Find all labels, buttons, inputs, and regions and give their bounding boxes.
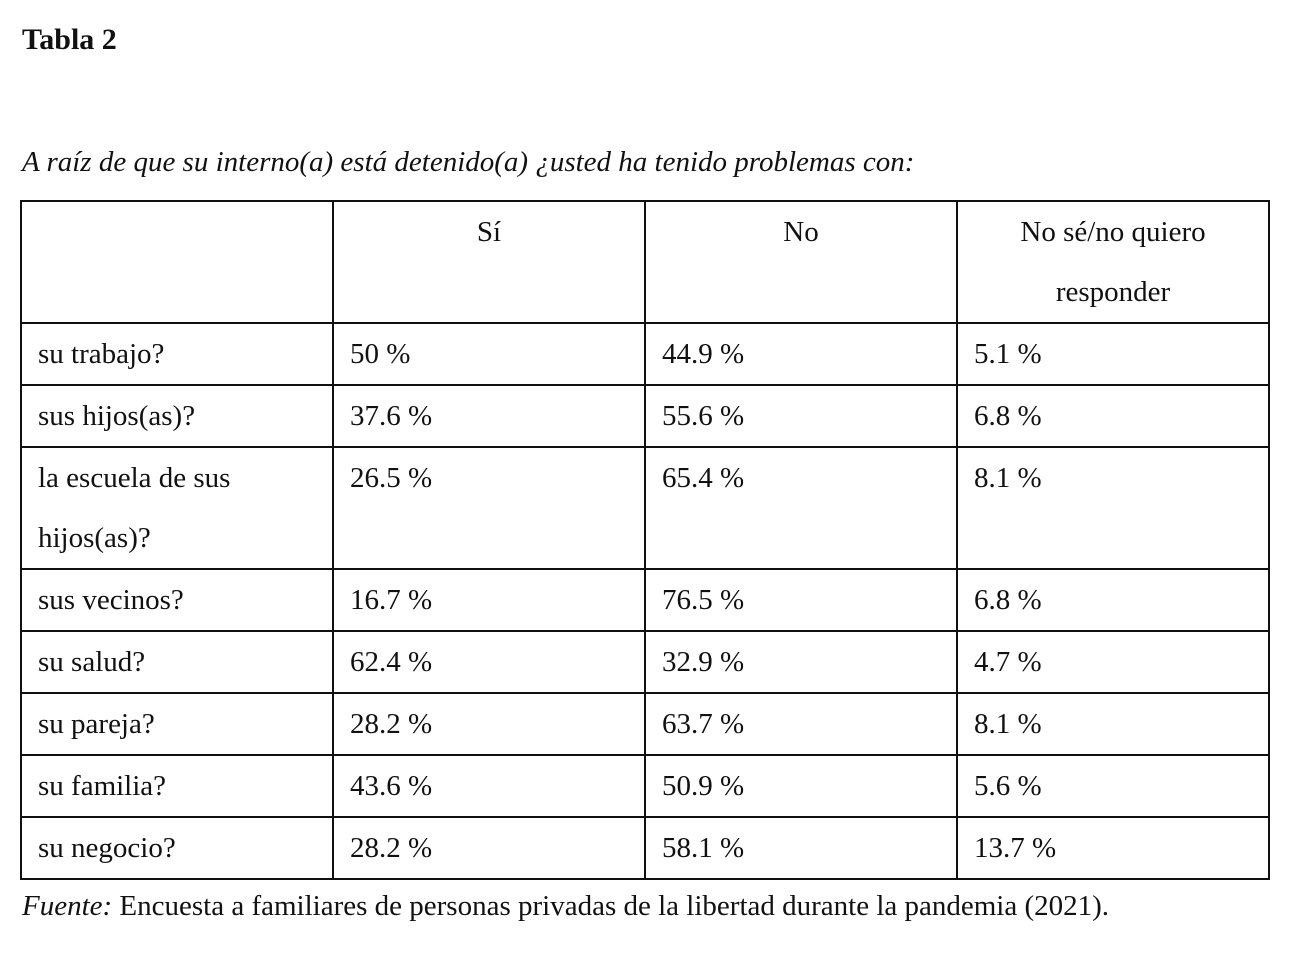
cell-no-se: 6.8 % — [957, 385, 1269, 447]
row-label: su salud? — [21, 631, 333, 693]
cell-no: 44.9 % — [645, 323, 957, 385]
table-row — [21, 569, 1269, 631]
header-no: No — [645, 201, 957, 323]
table-row — [21, 323, 1269, 385]
row-label: la escuela de sus hijos(as)? — [21, 447, 333, 569]
results-table — [20, 200, 1270, 880]
cell-si: 62.4 % — [333, 631, 645, 693]
cell-si: 26.5 % — [333, 447, 645, 569]
cell-no-se: 13.7 % — [957, 817, 1269, 879]
cell-si: 50 % — [333, 323, 645, 385]
table-row — [21, 385, 1269, 447]
table-title: Tabla 2 — [22, 23, 117, 56]
table-row — [21, 817, 1269, 879]
cell-no-se: 4.7 % — [957, 631, 1269, 693]
cell-no-se: 8.1 % — [957, 693, 1269, 755]
row-label: su familia? — [21, 755, 333, 817]
cell-no-se: 8.1 % — [957, 447, 1269, 569]
cell-si: 28.2 % — [333, 817, 645, 879]
row-label: su trabajo? — [21, 323, 333, 385]
cell-no: 32.9 % — [645, 631, 957, 693]
cell-no: 55.6 % — [645, 385, 957, 447]
cell-no: 58.1 % — [645, 817, 957, 879]
header-no-se: No sé/no quiero responder — [957, 201, 1269, 323]
cell-si: 16.7 % — [333, 569, 645, 631]
cell-no: 63.7 % — [645, 693, 957, 755]
cell-no-se: 5.1 % — [957, 323, 1269, 385]
header-empty-cell — [21, 201, 333, 323]
cell-no: 65.4 % — [645, 447, 957, 569]
row-label: su pareja? — [21, 693, 333, 755]
cell-si: 43.6 % — [333, 755, 645, 817]
cell-si: 28.2 % — [333, 693, 645, 755]
source-label: Fuente: — [22, 890, 113, 922]
table-row — [21, 447, 1269, 569]
cell-no-se: 6.8 % — [957, 569, 1269, 631]
header-si: Sí — [333, 201, 645, 323]
table-row — [21, 755, 1269, 817]
cell-si: 37.6 % — [333, 385, 645, 447]
source-text: Encuesta a familiares de personas privadas de la libertad durante la pandemia (2021). — [112, 890, 1110, 922]
cell-no: 76.5 % — [645, 569, 957, 631]
source-note — [22, 884, 1109, 928]
table-row — [21, 693, 1269, 755]
cell-no-se: 5.6 % — [957, 755, 1269, 817]
cell-no: 50.9 % — [645, 755, 957, 817]
table-header-row — [21, 201, 1269, 323]
row-label: sus hijos(as)? — [21, 385, 333, 447]
table-caption: A raíz de que su interno(a) está detenido(a) ¿usted ha tenido problemas con: — [22, 146, 915, 178]
row-label: su negocio? — [21, 817, 333, 879]
table-row — [21, 631, 1269, 693]
row-label: sus vecinos? — [21, 569, 333, 631]
